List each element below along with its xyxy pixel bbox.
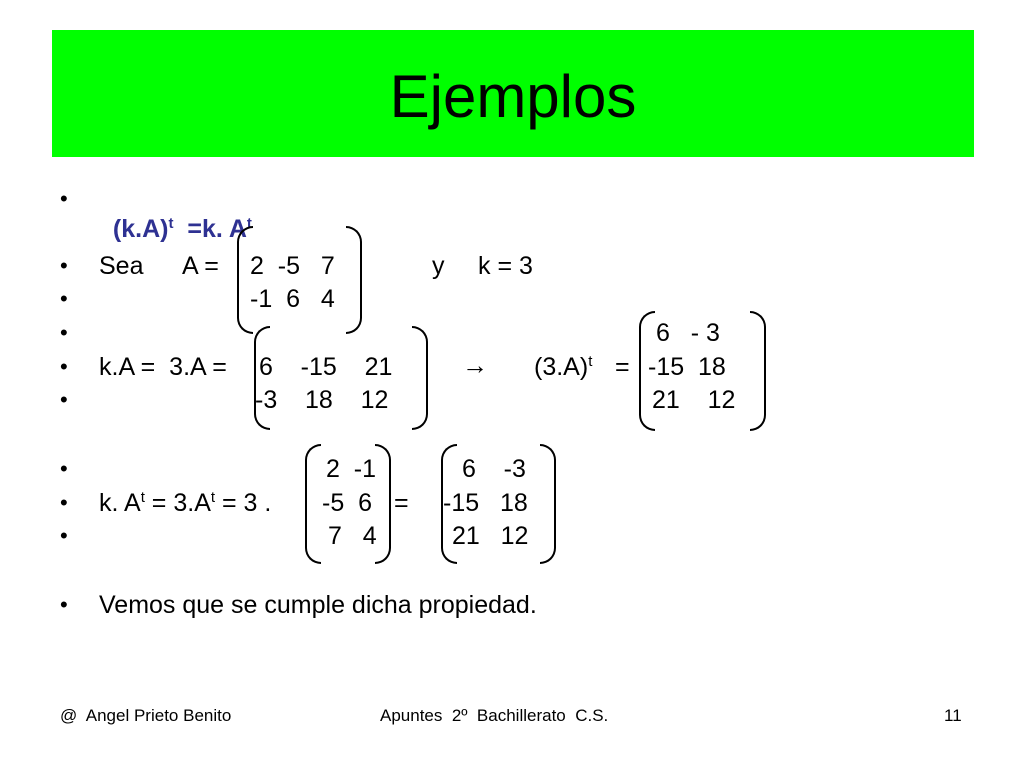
footer-course: Apuntes 2º Bachillerato C.S. — [380, 706, 609, 725]
bullet: • — [60, 286, 68, 311]
k-value: k = 3 — [478, 252, 533, 280]
equals-sign: = — [615, 353, 630, 381]
transpose-row1: 6 - 3 — [656, 319, 720, 347]
result-row1: 6 -3 — [462, 455, 526, 483]
bullet: • — [60, 354, 68, 379]
conclusion-text: Vemos que se cumple dicha propiedad. — [99, 591, 537, 619]
transpose-row3: 21 12 — [652, 386, 736, 414]
matrix-a-row1: 2 -5 7 — [250, 252, 335, 280]
page-number: 11 — [944, 706, 962, 725]
y-label: y — [432, 252, 445, 280]
left-paren — [305, 444, 321, 564]
right-paren — [375, 444, 391, 564]
arrow-icon: → — [462, 350, 488, 380]
bullet: • — [60, 490, 68, 515]
matrix-at-row3: 7 4 — [328, 522, 377, 550]
a-equals: A = — [182, 252, 219, 280]
transpose-row2: -15 18 — [648, 353, 726, 381]
right-paren — [412, 326, 428, 430]
matrix-at-row1: 2 -1 — [326, 455, 377, 483]
slide-title: Ejemplos — [389, 63, 637, 130]
property-statement: $(k.A)^t =k$. $A^t$ — [112, 215, 252, 243]
result-row3: 21 12 — [452, 522, 529, 550]
right-paren — [346, 226, 362, 334]
matrix-3a-row2: -3 18 12 — [255, 386, 389, 414]
bullet: • — [60, 456, 68, 481]
bullet: • — [60, 320, 68, 345]
sea-label: Sea — [99, 252, 144, 280]
bullet: • — [60, 253, 68, 278]
right-paren — [750, 311, 766, 431]
footer-author: @ Angel Prieto Benito — [60, 706, 232, 725]
matrix-at-row2: -5 6 — [322, 489, 373, 517]
bullet: • — [60, 387, 68, 412]
right-paren — [540, 444, 556, 564]
bullet: • — [60, 523, 68, 548]
bullet: • — [60, 186, 68, 211]
matrix-3a-row1: 6 -15 21 — [259, 353, 393, 381]
kat-expression: k. $A^t = 3.A^t = 3$ . — [99, 489, 272, 517]
equals-sign: = — [394, 489, 409, 517]
result-row2: -15 18 — [443, 489, 528, 517]
transpose-3a-label: $(3.A)^t$ — [534, 353, 593, 381]
title-bar — [52, 30, 974, 157]
bullet: • — [60, 592, 68, 617]
matrix-a-row2: -1 6 4 — [250, 285, 335, 313]
ka-label: k.A = 3.A = — [99, 353, 227, 381]
